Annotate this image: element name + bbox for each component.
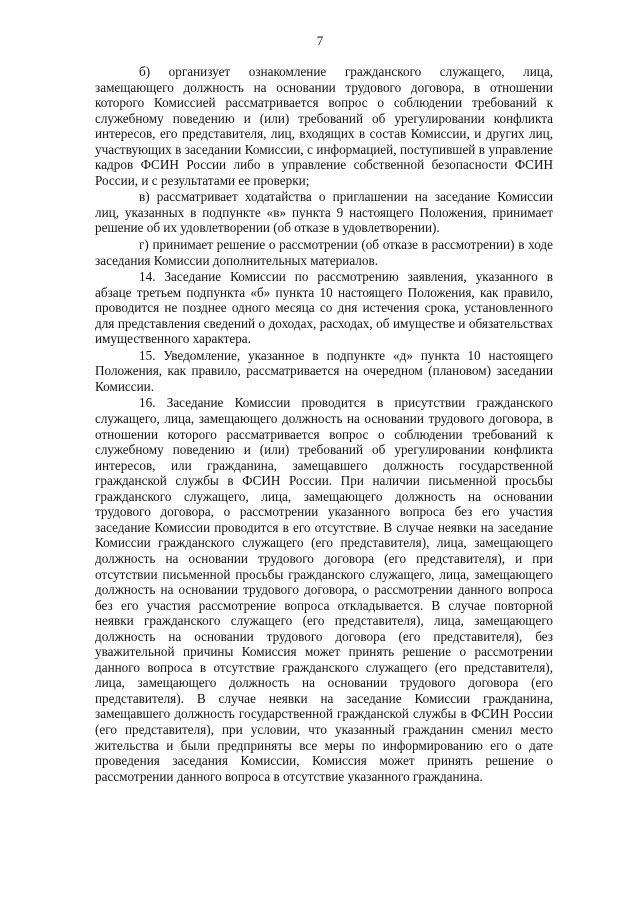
paragraph-13b: б) организует ознакомление гражданского служащего, лица, замещающего должность на основании трудового договора, в отношении которого Комиссией рассматривается вопрос о соблюдении требований к служебному поведению и (или) требований об урегулировании конфликта интересов, его представителя, лиц, входящих в состав Комиссии, и других лиц, участвующих в заседании Комиссии, с информацией, поступившей в управление кадров ФСИН России либо в управление собственной безопасности ФСИН России, и с результатами ее проверки; [95,64,553,188]
paragraph-15: 15. Уведомление, указанное в подпункте «д» пункта 10 настоящего Положения, как правило, рассматривается на очередном (плановом) заседании Комиссии. [95,347,553,394]
paragraph-13v: в) рассматривает ходатайства о приглашении на заседание Комиссии лиц, указанных в подпункте «в» пункта 9 настоящего Положения, принимает решение об их удовлетворении (об отказе в удовлетворении). [95,189,553,236]
document-body [95,64,553,785]
paragraph-16: 16. Заседание Комиссии проводится в присутствии гражданского служащего, лица, замещающего должность на основании трудового договора, в отношении которого рассматривается вопрос о соблюдении требований к служебному поведению и (или) требований об урегулировании конфликта интересов, или гражданина, замещавшего должность государственной гражданской службы в ФСИН России. При наличии письменной просьбы гражданского служащего, лица, замещающего должность на основании трудового договора, о рассмотрении указанного вопроса без его участия заседание Комиссии проводится в его отсутствие. В случае неявки на заседание Комиссии гражданского служащего (его представителя), лица, замещающего должность на основании трудового договора (его представителя), и при отсутствии письменной просьбы гражданского служащего, лица, замещающего должность на основании трудового договора, о рассмотрении данного вопроса без его участия рассмотрение вопроса откладывается. В случае повторной неявки гражданского служащего (его представителя), лица, замещающего должность на основании трудового договора (его представителя), без уважительной причины Комиссия может принять решение о рассмотрении данного вопроса в отсутствие гражданского служащего (его представителя), лица, замещающего должность на основании трудового договора (его представителя). В случае неявки на заседание Комиссии гражданина, замещавшего должность государственной гражданской службы в ФСИН России (его представителя), при условии, что указанный гражданин сменил место жительства и были предприняты все меры по информированию его о дате проведения заседания Комиссии, Комиссия может принять решение о рассмотрении данного вопроса в отсутствие указанного гражданина. [95,395,553,784]
paragraph-13g: г) принимает решение о рассмотрении (об отказе в рассмотрении) в ходе заседания Комиссии дополнительных материалов. [95,237,553,268]
page-number: 7 [316,33,324,48]
paragraph-14: 14. Заседание Комиссии по рассмотрению заявления, указанного в абзаце третьем подпункта «б» пункта 10 настоящего Положения, как правило, проводится не позднее одного месяца со дня истечения срока, установленного для представления сведений о доходах, расходах, об имуществе и обязательствах имущественного характера. [95,269,553,347]
